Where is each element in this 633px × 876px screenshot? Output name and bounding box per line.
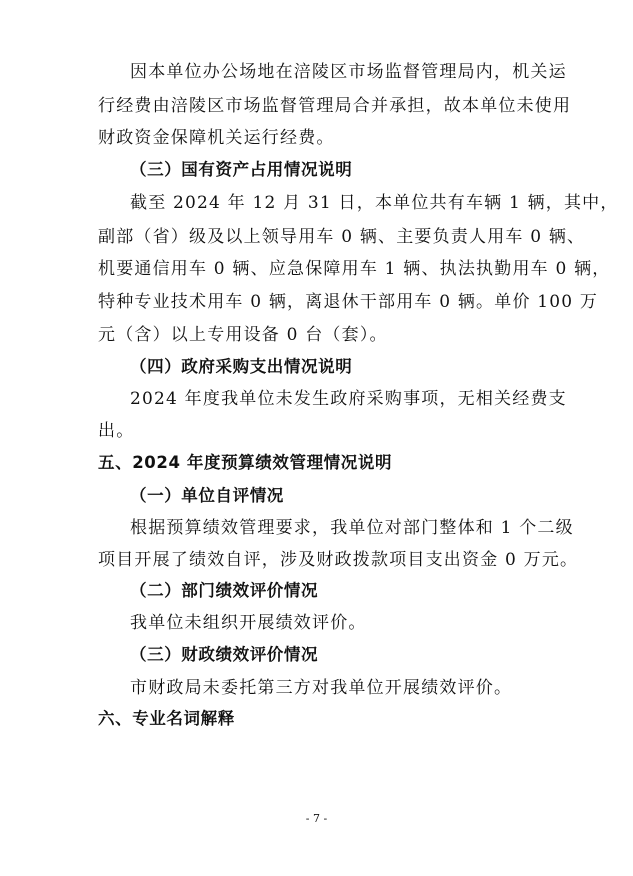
section-heading: （三）国有资产占用情况说明	[130, 160, 353, 179]
paragraph-line: 截至 2024 年 12 月 31 日，本单位共有车辆 1 辆，其中，	[130, 193, 619, 213]
paragraph-line: 因本单位办公场地在涪陵区市场监督管理局内，机关运	[130, 62, 567, 82]
paragraph-line: 根据预算绩效管理要求，我单位对部门整体和 1 个二级	[130, 518, 574, 538]
section-heading: （一）单位自评情况	[130, 486, 284, 505]
paragraph-line: 元（含）以上专用设备 0 台（套）。	[98, 325, 388, 345]
paragraph-line: 项目开展了绩效自评，涉及财政拨款项目支出资金 0 万元。	[98, 550, 579, 570]
paragraph-line: 市财政局未委托第三方对我单位开展绩效评价。	[130, 678, 513, 698]
chapter-heading: 五、2024 年度预算绩效管理情况说明	[98, 453, 393, 472]
section-heading: （四）政府采购支出情况说明	[130, 357, 353, 376]
paragraph-line: 我单位未组织开展绩效评价。	[130, 613, 367, 633]
paragraph-line: 机要通信用车 0 辆、应急保障用车 1 辆、执法执勤用车 0 辆，	[98, 259, 611, 279]
section-heading: （二）部门绩效评价情况	[130, 581, 319, 600]
paragraph-line: 出。	[98, 421, 135, 441]
chapter-heading: 六、专业名词解释	[98, 709, 235, 728]
page-number: - 7 -	[305, 812, 328, 825]
paragraph-line: 副部（省）级及以上领导用车 0 辆、主要负责人用车 0 辆、	[98, 227, 586, 247]
section-heading: （三）财政绩效评价情况	[130, 645, 319, 664]
paragraph-line: 财政资金保障机关运行经费。	[98, 128, 335, 148]
paragraph-line: 2024 年度我单位未发生政府采购事项，无相关经费支	[130, 389, 567, 409]
paragraph-line: 行经费由涪陵区市场监督管理局合并承担，故本单位未使用	[98, 96, 572, 116]
paragraph-line: 特种专业技术用车 0 辆，离退休干部用车 0 辆。单价 100 万	[98, 292, 599, 312]
